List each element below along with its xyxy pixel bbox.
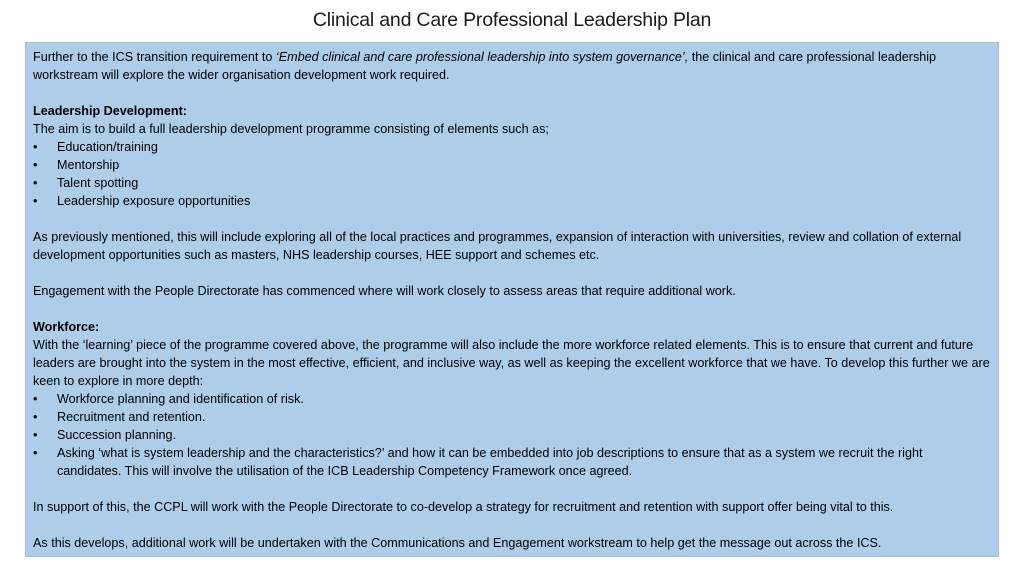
list-item — [33, 156, 990, 174]
spacer — [33, 84, 990, 102]
intro-text-start: Further to the ICS transition requirement to — [33, 50, 276, 64]
develops-paragraph: As this develops, additional work will be undertaken with the Communications and Engagement workstream to help get the message out across the ICS. — [33, 536, 882, 550]
content-box — [25, 42, 999, 557]
list-item-text: Asking ‘what is system leadership and the characteristics?’ and how it can be embedded into job descriptions to ensure that as a system we recruit the right candidates. This will involve the utilisation of the ICB Leadership Competency Framework once agreed. — [57, 446, 923, 478]
list-item — [33, 138, 990, 156]
workforce-lead: With the ‘learning’ piece of the programme covered above, the programme will also include the more workforce related elements. This is to ensure that current and future leaders are brought into the system in the most effective, efficient, and inclusive way, as well as keeping the excellent workforce that we have. To develop this further we are keen to explore in more depth: — [33, 338, 990, 388]
support-paragraph: In support of this, the CCPL will work with the People Directorate to co-develop a strategy for recruitment and retention with support offer being vital to this. — [33, 500, 894, 514]
list-item — [33, 174, 990, 192]
list-item-text: Recruitment and retention. — [57, 410, 206, 424]
leadership-lead: The aim is to build a full leadership development programme consisting of elements such as; — [33, 122, 549, 136]
intro-paragraph — [33, 48, 990, 84]
intro-text-end: the clinical and care professional leadership workstream will explore the wider organisation development work required. — [33, 50, 937, 82]
workforce-bullet-list — [33, 390, 990, 480]
bullet-icon: • — [33, 428, 38, 442]
page-title: Clinical and Care Professional Leadership Plan — [312, 9, 712, 31]
list-item-text: Succession planning. — [57, 428, 177, 442]
list-item-text: Mentorship — [57, 158, 120, 172]
previously-paragraph: As previously mentioned, this will include exploring all of the local practices and programmes, expansion of interaction with universities, review and collation of external development opportunities such as masters, NHS leadership courses, HEE support and schemes etc. — [33, 230, 962, 262]
list-item-text: Education/training — [57, 140, 158, 154]
list-item — [33, 390, 990, 408]
list-item — [33, 444, 990, 480]
bullet-icon: • — [33, 158, 38, 172]
spacer — [33, 516, 990, 534]
leadership-heading: Leadership Development: — [33, 104, 187, 118]
engagement-paragraph: Engagement with the People Directorate has commenced where will work closely to assess areas that require additional work. — [33, 284, 736, 298]
workforce-heading: Workforce: — [33, 320, 100, 334]
spacer — [33, 264, 990, 282]
spacer — [33, 300, 990, 318]
list-item-text: Leadership exposure opportunities — [57, 194, 251, 208]
bullet-icon: • — [33, 410, 38, 424]
list-item — [33, 192, 990, 210]
spacer — [33, 480, 990, 498]
intro-emphasis: ‘Embed clinical and care professional leadership into system governance’, — [275, 50, 689, 64]
spacer — [33, 210, 990, 228]
bullet-icon: • — [33, 140, 38, 154]
bullet-icon: • — [33, 194, 38, 208]
bullet-icon: • — [33, 176, 38, 190]
leadership-bullet-list — [33, 138, 990, 210]
bullet-icon: • — [33, 392, 38, 406]
list-item-text: Workforce planning and identification of risk. — [57, 392, 304, 406]
list-item — [33, 408, 990, 426]
list-item — [33, 426, 990, 444]
list-item-text: Talent spotting — [57, 176, 139, 190]
bullet-icon: • — [33, 446, 38, 460]
